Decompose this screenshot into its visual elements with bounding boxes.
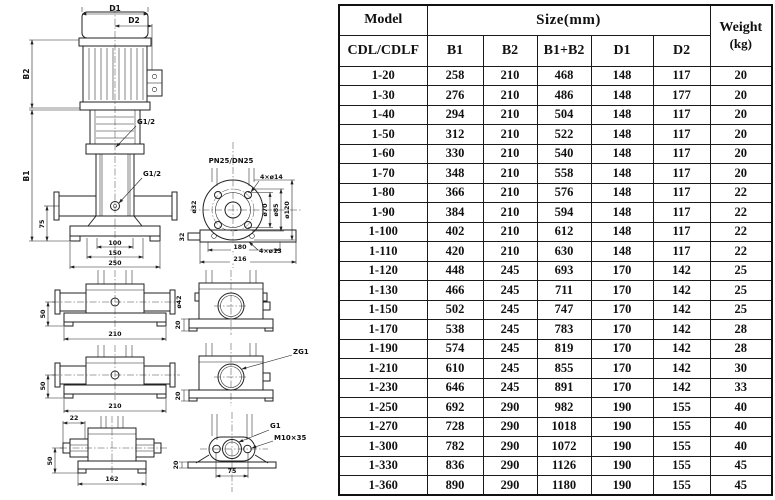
port-front-view-2 <box>175 343 309 406</box>
view-f-dim-75: 75 <box>227 468 237 475</box>
value-cell: 711 <box>537 281 591 301</box>
model-cell: 1-330 <box>339 456 427 476</box>
value-cell: 142 <box>653 378 710 398</box>
value-cell: 782 <box>427 437 483 457</box>
value-cell: 210 <box>483 222 537 242</box>
value-cell: 819 <box>537 339 591 359</box>
model-cell: 1-20 <box>339 66 427 86</box>
dim-216-label: 216 <box>233 256 247 263</box>
value-cell: 855 <box>537 359 591 379</box>
value-cell: 646 <box>427 378 483 398</box>
value-cell: 142 <box>653 359 710 379</box>
value-cell: 576 <box>537 183 591 203</box>
model-cell: 1-190 <box>339 339 427 359</box>
model-cell: 1-50 <box>339 125 427 145</box>
value-cell: 190 <box>591 398 653 418</box>
dimension-table-wrap <box>338 4 771 496</box>
dia-32-label: ø32 <box>191 200 198 214</box>
value-cell: 117 <box>653 144 710 164</box>
header-model: Model <box>339 5 427 35</box>
value-cell: 290 <box>483 398 537 418</box>
base-side-view-1 <box>40 270 183 341</box>
table-row <box>339 476 772 496</box>
flange-plan-view <box>179 142 302 268</box>
table-row <box>339 105 772 125</box>
value-cell: 210 <box>483 183 537 203</box>
table-row <box>339 261 772 281</box>
table-row <box>339 339 772 359</box>
value-cell: 155 <box>653 476 710 496</box>
model-cell: 1-90 <box>339 203 427 223</box>
model-cell: 1-80 <box>339 183 427 203</box>
value-cell: 982 <box>537 398 591 418</box>
value-cell: 384 <box>427 203 483 223</box>
header-model-sub: CDL/CDLF <box>339 35 427 66</box>
dim-32-label: 32 <box>179 232 186 242</box>
value-cell: 245 <box>483 261 537 281</box>
model-cell: 1-30 <box>339 86 427 106</box>
model-cell: 1-300 <box>339 437 427 457</box>
value-cell: 210 <box>483 105 537 125</box>
value-cell: 190 <box>591 417 653 437</box>
view-e-dim-20: 20 <box>175 391 182 401</box>
value-cell: 486 <box>537 86 591 106</box>
value-cell: 466 <box>427 281 483 301</box>
value-cell: 155 <box>653 417 710 437</box>
model-cell: 1-110 <box>339 242 427 262</box>
value-cell: 170 <box>591 281 653 301</box>
value-cell: 148 <box>591 105 653 125</box>
value-cell: 210 <box>483 86 537 106</box>
base-side-view-2 <box>40 345 180 413</box>
value-cell: 190 <box>591 437 653 457</box>
value-cell: 22 <box>710 183 772 203</box>
pump-technical-drawing <box>0 0 337 500</box>
value-cell: 148 <box>591 144 653 164</box>
value-cell: 402 <box>427 222 483 242</box>
value-cell: 290 <box>483 476 537 496</box>
model-cell: 1-60 <box>339 144 427 164</box>
value-cell: 28 <box>710 320 772 340</box>
value-cell: 117 <box>653 164 710 184</box>
view-f-dim-20: 20 <box>173 460 180 470</box>
view-f-bolt-label: M10×35 <box>274 434 307 442</box>
port-g12-top-label: G1/2 <box>137 118 156 126</box>
value-cell: 20 <box>710 105 772 125</box>
value-cell: 540 <box>537 144 591 164</box>
header-size-group: Size(mm) <box>427 5 710 35</box>
header-weight-label: Weight <box>719 19 763 35</box>
header-weight-unit: (kg) <box>729 36 752 52</box>
value-cell: 148 <box>591 86 653 106</box>
model-cell: 1-360 <box>339 476 427 496</box>
view-c-dim-22: 22 <box>69 415 79 422</box>
dim-100-label: 100 <box>108 240 122 247</box>
value-cell: 45 <box>710 476 772 496</box>
view-a-dim-210: 210 <box>108 331 122 338</box>
model-cell: 1-170 <box>339 320 427 340</box>
value-cell: 142 <box>653 339 710 359</box>
model-cell: 1-70 <box>339 164 427 184</box>
model-cell: 1-130 <box>339 281 427 301</box>
flange-spec-label: PN25/DN25 <box>208 157 254 165</box>
value-cell: 210 <box>483 242 537 262</box>
value-cell: 294 <box>427 105 483 125</box>
dia-120-label: ø120 <box>284 201 291 219</box>
value-cell: 28 <box>710 339 772 359</box>
dia-85-label: ø85 <box>273 203 280 217</box>
value-cell: 245 <box>483 359 537 379</box>
value-cell: 612 <box>537 222 591 242</box>
value-cell: 142 <box>653 300 710 320</box>
view-c-dim-50: 50 <box>47 456 54 466</box>
value-cell: 148 <box>591 66 653 86</box>
base-side-view-3 <box>47 415 168 486</box>
value-cell: 190 <box>591 456 653 476</box>
table-row <box>339 417 772 437</box>
value-cell: 148 <box>591 203 653 223</box>
value-cell: 33 <box>710 378 772 398</box>
value-cell: 312 <box>427 125 483 145</box>
value-cell: 117 <box>653 105 710 125</box>
value-cell: 574 <box>427 339 483 359</box>
value-cell: 155 <box>653 456 710 476</box>
value-cell: 468 <box>537 66 591 86</box>
model-cell: 1-40 <box>339 105 427 125</box>
value-cell: 142 <box>653 320 710 340</box>
table-row <box>339 300 772 320</box>
model-cell: 1-270 <box>339 417 427 437</box>
value-cell: 594 <box>537 203 591 223</box>
table-row <box>339 183 772 203</box>
model-cell: 1-230 <box>339 378 427 398</box>
value-cell: 155 <box>653 437 710 457</box>
model-cell: 1-210 <box>339 359 427 379</box>
value-cell: 210 <box>483 164 537 184</box>
dia-70-label: ø70 <box>262 203 269 217</box>
value-cell: 148 <box>591 222 653 242</box>
view-b-dim-50: 50 <box>40 381 47 391</box>
view-a-dia-42: ø42 <box>176 295 183 309</box>
value-cell: 692 <box>427 398 483 418</box>
value-cell: 25 <box>710 261 772 281</box>
value-cell: 30 <box>710 359 772 379</box>
value-cell: 210 <box>483 125 537 145</box>
value-cell: 245 <box>483 281 537 301</box>
header-col-b1b2: B1+B2 <box>537 35 591 66</box>
value-cell: 142 <box>653 261 710 281</box>
value-cell: 170 <box>591 320 653 340</box>
value-cell: 1072 <box>537 437 591 457</box>
value-cell: 22 <box>710 222 772 242</box>
value-cell: 448 <box>427 261 483 281</box>
value-cell: 40 <box>710 437 772 457</box>
view-e-thread-zg1-label: ZG1 <box>293 348 309 356</box>
value-cell: 836 <box>427 456 483 476</box>
value-cell: 20 <box>710 66 772 86</box>
value-cell: 190 <box>591 476 653 496</box>
value-cell: 330 <box>427 144 483 164</box>
value-cell: 693 <box>537 261 591 281</box>
table-row <box>339 320 772 340</box>
value-cell: 245 <box>483 320 537 340</box>
value-cell: 155 <box>653 398 710 418</box>
table-row <box>339 242 772 262</box>
model-cell: 1-150 <box>339 300 427 320</box>
dim-d2-label: D2 <box>128 16 140 25</box>
value-cell: 558 <box>537 164 591 184</box>
model-cell: 1-120 <box>339 261 427 281</box>
value-cell: 1180 <box>537 476 591 496</box>
value-cell: 20 <box>710 86 772 106</box>
value-cell: 502 <box>427 300 483 320</box>
value-cell: 1018 <box>537 417 591 437</box>
motor-junction-box <box>147 70 162 96</box>
value-cell: 276 <box>427 86 483 106</box>
value-cell: 630 <box>537 242 591 262</box>
table-row <box>339 125 772 145</box>
value-cell: 504 <box>537 105 591 125</box>
value-cell: 290 <box>483 456 537 476</box>
value-cell: 170 <box>591 261 653 281</box>
value-cell: 170 <box>591 339 653 359</box>
value-cell: 148 <box>591 125 653 145</box>
value-cell: 245 <box>483 339 537 359</box>
value-cell: 245 <box>483 378 537 398</box>
table-row <box>339 281 772 301</box>
value-cell: 148 <box>591 164 653 184</box>
model-cell: 1-100 <box>339 222 427 242</box>
header-weight <box>710 5 772 66</box>
value-cell: 20 <box>710 125 772 145</box>
view-a-dim-50: 50 <box>40 309 47 319</box>
value-cell: 170 <box>591 359 653 379</box>
value-cell: 142 <box>653 281 710 301</box>
view-b-dim-210: 210 <box>108 403 122 410</box>
view-d-dim-20: 20 <box>175 320 182 330</box>
view-f-port-g1-label: G1 <box>270 422 281 430</box>
dim-180-label: 180 <box>233 244 247 251</box>
value-cell: 747 <box>537 300 591 320</box>
value-cell: 117 <box>653 242 710 262</box>
value-cell: 148 <box>591 183 653 203</box>
header-col-b1: B1 <box>427 35 483 66</box>
drawing-svg <box>0 0 337 500</box>
view-c-dim-162: 162 <box>105 476 119 483</box>
table-row <box>339 164 772 184</box>
table-row <box>339 86 772 106</box>
value-cell: 22 <box>710 242 772 262</box>
value-cell: 40 <box>710 417 772 437</box>
value-cell: 117 <box>653 203 710 223</box>
value-cell: 366 <box>427 183 483 203</box>
value-cell: 117 <box>653 125 710 145</box>
table-row <box>339 398 772 418</box>
value-cell: 170 <box>591 378 653 398</box>
bolt-holes-14-label: 4×ø14 <box>260 174 283 181</box>
value-cell: 891 <box>537 378 591 398</box>
dim-d1-label: D1 <box>109 4 121 13</box>
dim-b1-label: B1 <box>22 170 31 182</box>
main-elevation-view <box>54 6 177 266</box>
value-cell: 170 <box>591 300 653 320</box>
dim-75-label: 75 <box>39 219 46 229</box>
header-col-d1: D1 <box>591 35 653 66</box>
table-body <box>339 66 772 495</box>
model-cell: 1-250 <box>339 398 427 418</box>
value-cell: 117 <box>653 222 710 242</box>
value-cell: 20 <box>710 144 772 164</box>
table-row <box>339 378 772 398</box>
table-row <box>339 203 772 223</box>
port-front-view-1 <box>175 270 273 335</box>
port-g12-mid-label: G1/2 <box>143 170 162 178</box>
value-cell: 348 <box>427 164 483 184</box>
header-col-d2: D2 <box>653 35 710 66</box>
value-cell: 25 <box>710 300 772 320</box>
value-cell: 40 <box>710 398 772 418</box>
dim-b2-label: B2 <box>22 68 31 80</box>
value-cell: 420 <box>427 242 483 262</box>
port-flange-view <box>173 412 306 492</box>
table-row <box>339 144 772 164</box>
value-cell: 290 <box>483 417 537 437</box>
dimension-table <box>338 4 773 496</box>
value-cell: 522 <box>537 125 591 145</box>
value-cell: 890 <box>427 476 483 496</box>
value-cell: 783 <box>537 320 591 340</box>
value-cell: 290 <box>483 437 537 457</box>
bolt-holes-13-label: 4×ø13 <box>259 248 282 255</box>
value-cell: 25 <box>710 281 772 301</box>
value-cell: 538 <box>427 320 483 340</box>
header-col-b2: B2 <box>483 35 537 66</box>
value-cell: 22 <box>710 203 772 223</box>
dim-250-label: 250 <box>108 260 122 267</box>
value-cell: 1126 <box>537 456 591 476</box>
value-cell: 117 <box>653 183 710 203</box>
value-cell: 177 <box>653 86 710 106</box>
value-cell: 728 <box>427 417 483 437</box>
table-row <box>339 437 772 457</box>
value-cell: 610 <box>427 359 483 379</box>
value-cell: 20 <box>710 164 772 184</box>
table-row <box>339 66 772 86</box>
value-cell: 45 <box>710 456 772 476</box>
table-row <box>339 359 772 379</box>
dim-150-label: 150 <box>108 250 122 257</box>
value-cell: 258 <box>427 66 483 86</box>
table-row <box>339 222 772 242</box>
value-cell: 210 <box>483 144 537 164</box>
value-cell: 210 <box>483 66 537 86</box>
value-cell: 245 <box>483 300 537 320</box>
value-cell: 117 <box>653 66 710 86</box>
value-cell: 148 <box>591 242 653 262</box>
table-row <box>339 456 772 476</box>
value-cell: 210 <box>483 203 537 223</box>
table-header <box>339 5 772 66</box>
